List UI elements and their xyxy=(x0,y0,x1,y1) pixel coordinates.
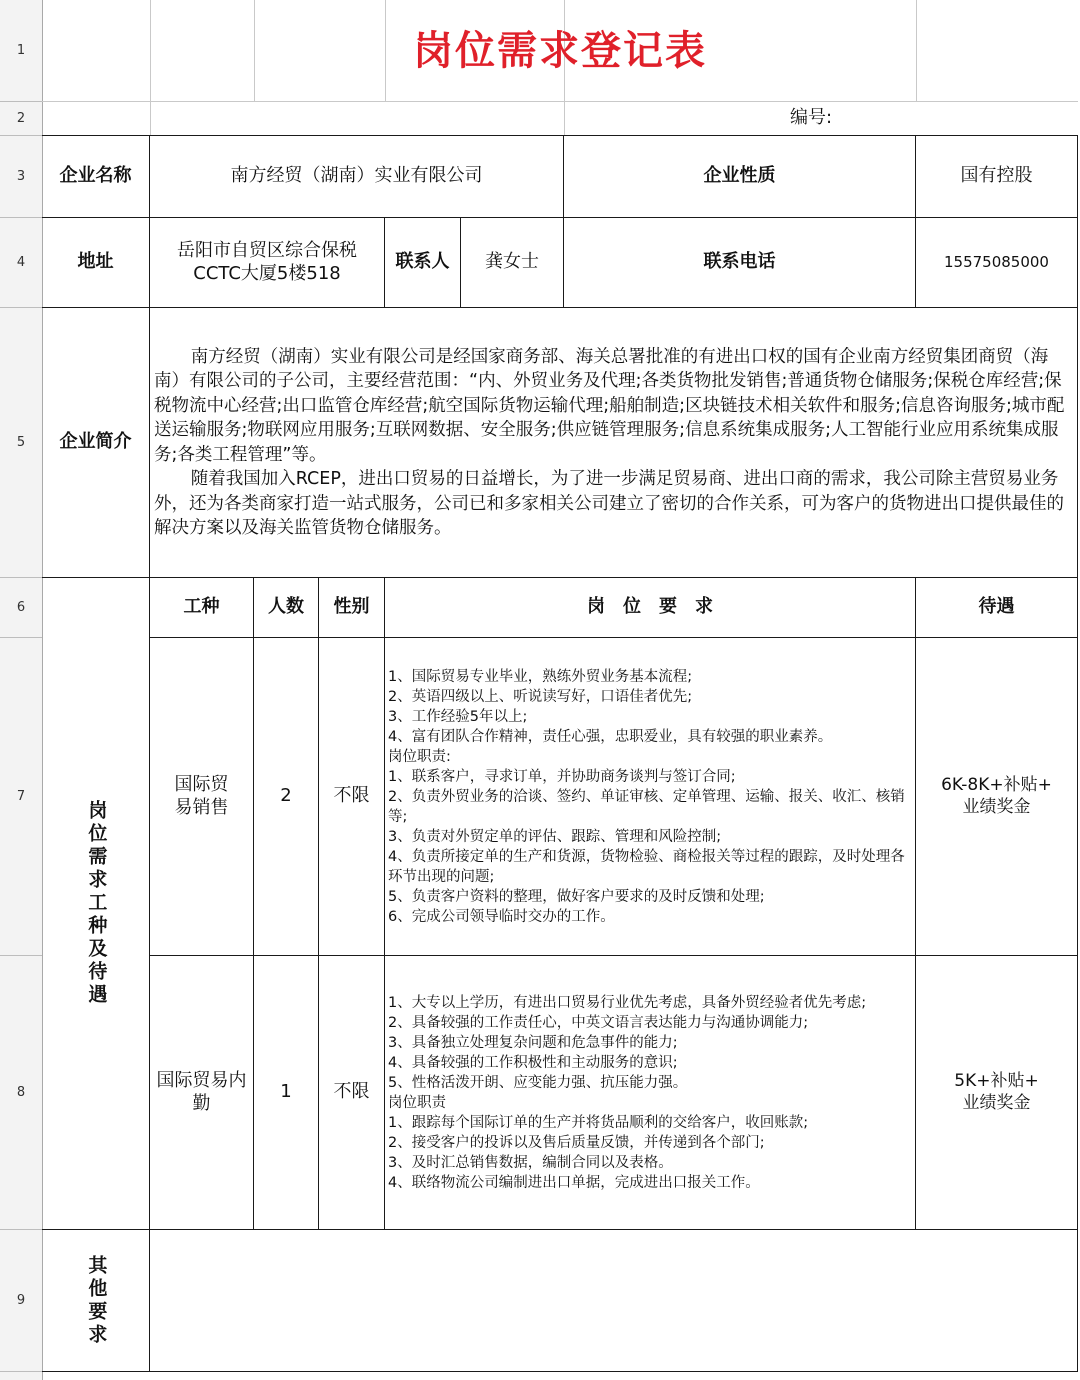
phone-label: 联系电话 xyxy=(564,218,916,308)
company-name-value[interactable]: 南方经贸（湖南）实业有限公司 xyxy=(150,136,564,218)
address-line-2: CCTC大厦5楼518 xyxy=(193,262,341,284)
number-label: 编号: xyxy=(789,107,833,129)
job-1-count[interactable]: 2 xyxy=(254,638,319,956)
job-1-req-line: 4、负责所接定单的生产和货源，货物检验、商检报关等过程的跟踪，及时处理各环节出现的问题; xyxy=(388,848,905,885)
row-number-3[interactable]: 3 xyxy=(0,136,42,218)
address-label: 地址 xyxy=(42,218,150,308)
job-1-req-line: 1、国际贸易专业毕业，熟练外贸业务基本流程; xyxy=(388,668,693,685)
job-1-req-line: 3、工作经验5年以上; xyxy=(388,708,528,725)
job-1-req-line: 5、负责客户资料的整理，做好客户要求的及时反馈和处理; xyxy=(388,888,765,905)
contact-label: 联系人 xyxy=(385,218,461,308)
job-2-gender[interactable]: 不限 xyxy=(319,956,385,1230)
row-number-4[interactable]: 4 xyxy=(0,218,42,308)
job-2-requirements[interactable] xyxy=(385,956,916,1230)
intro-paragraph-2: 随着我国加入RCEP，进出口贸易的日益增长，为了进一步满足贸易商、进出口商的需求，我公司除主营贸易业务外，还为各类商家打造一站式服务，公司已和多家相关公司建立了密切的合作关系，可为客户的货物进出口提供最佳的解决方案以及海关监管货物仓储服务。 xyxy=(154,469,1064,538)
header-count: 人数 xyxy=(254,578,319,638)
intro-paragraph-1: 南方经贸（湖南）实业有限公司是经国家商务部、海关总署批准的有进出口权的国有企业南方经贸集团商贸（海南）有限公司的子公司，主要经营范围：“内、外贸业务及代理;各类货物批发销售;普通货物仓储服务;保税仓库经营;保税物流中心经营;出口监管仓库经营;航空国际货物运输代理;船舶制造;区块链技术相关软件和服务;信息咨询服务;城市配送运输服务;物联网应用服务;互联网数据、安全服务;供应链管理服务;信息系统集成服务;人工智能行业应用系统集成服务;各类工程管理”等。 xyxy=(154,346,1065,465)
row-number-9[interactable]: 9 xyxy=(0,1230,42,1372)
row-number-7[interactable]: 7 xyxy=(0,638,42,956)
job-2-req-line: 1、跟踪每个国际订单的生产并将货品顺利的交给客户，收回账款; xyxy=(388,1114,809,1131)
job-1-req-line: 3、负责对外贸定单的评估、跟踪、管理和风险控制; xyxy=(388,828,722,845)
row-number-2[interactable]: 2 xyxy=(0,102,42,136)
job-2-req-line: 1、大专以上学历，有进出口贸易行业优先考虑，具备外贸经验者优先考虑; xyxy=(388,994,867,1011)
header-gender: 性别 xyxy=(319,578,385,638)
job-2-req-line: 岗位职责 xyxy=(388,1094,446,1111)
phone-value[interactable]: 15575085000 xyxy=(916,218,1078,308)
intro-label: 企业简介 xyxy=(42,308,150,578)
job-1-req-line: 1、联系客户，寻求订单，并协助商务谈判与签订合同; xyxy=(388,768,736,785)
header-salary: 待遇 xyxy=(916,578,1078,638)
other-label-cell xyxy=(42,1230,150,1372)
company-nature-value[interactable]: 国有控股 xyxy=(916,136,1078,218)
job-2-req-line: 3、具备独立处理复杂问题和危急事件的能力; xyxy=(388,1034,678,1051)
jobs-section-label-cell xyxy=(42,578,150,1230)
job-2-salary-line-2: 业绩奖金 xyxy=(962,1092,1031,1113)
number-cell[interactable] xyxy=(564,102,1078,136)
company-nature-label: 企业性质 xyxy=(564,136,916,218)
job-1-req-line: 2、英语四级以上、听说读写好，口语佳者优先; xyxy=(388,688,693,705)
job-2-req-line: 2、具备较强的工作责任心，中英文语言表达能力与沟通协调能力; xyxy=(388,1014,809,1031)
job-1-req-line: 6、完成公司领导临时交办的工作。 xyxy=(388,908,615,925)
page-title: 岗位需求登记表 xyxy=(413,27,707,74)
job-2-req-line: 3、及时汇总销售数据，编制合同以及表格。 xyxy=(388,1154,673,1171)
job-2-type[interactable]: 国际贸易内勤 xyxy=(150,956,254,1230)
job-1-req-line: 2、负责外贸业务的洽谈、签约、单证审核、定单管理、运输、报关、收汇、核销等; xyxy=(388,788,905,825)
job-2-req-line: 5、性格活泼开朗、应变能力强、抗压能力强。 xyxy=(388,1074,688,1091)
row-number-6[interactable]: 6 xyxy=(0,578,42,638)
row-number-1[interactable]: 1 xyxy=(0,0,42,102)
job-1-gender[interactable]: 不限 xyxy=(319,638,385,956)
contact-value[interactable]: 龚女士 xyxy=(461,218,564,308)
jobs-section-label: 岗位需求工种及待遇 xyxy=(85,800,108,1007)
job-1-salary-line-2: 业绩奖金 xyxy=(962,796,1031,817)
row-number-5[interactable]: 5 xyxy=(0,308,42,578)
address-value[interactable] xyxy=(150,218,385,308)
job-1-requirements[interactable] xyxy=(385,638,916,956)
header-type: 工种 xyxy=(150,578,254,638)
job-1-salary[interactable] xyxy=(916,638,1078,956)
blank-cell[interactable] xyxy=(42,102,564,136)
job-1-req-line: 4、富有团队合作精神，责任心强，忠职爱业，具有较强的职业素养。 xyxy=(388,728,833,745)
other-label: 其他要求 xyxy=(85,1254,108,1347)
job-2-salary[interactable] xyxy=(916,956,1078,1230)
job-2-req-line: 4、具备较强的工作积极性和主动服务的意识; xyxy=(388,1054,678,1071)
address-line-1: 岳阳市自贸区综合保税 xyxy=(177,240,357,261)
title-cell[interactable] xyxy=(42,0,1078,102)
job-1-salary-line-1: 6K-8K+补贴+ xyxy=(941,775,1052,796)
header-requirements: 岗 位 要 求 xyxy=(385,578,916,638)
job-1-type[interactable]: 国际贸易销售 xyxy=(150,638,254,956)
job-2-req-line: 4、联络物流公司编制进出口单据，完成进出口报关工作。 xyxy=(388,1174,760,1191)
job-2-count[interactable]: 1 xyxy=(254,956,319,1230)
other-value[interactable] xyxy=(150,1230,1078,1372)
job-2-req-line: 2、接受客户的投诉以及售后质量反馈，并传递到各个部门; xyxy=(388,1134,765,1151)
job-2-salary-line-1: 5K+补贴+ xyxy=(954,1071,1039,1092)
company-name-label: 企业名称 xyxy=(42,136,150,218)
row-number-8[interactable]: 8 xyxy=(0,956,42,1230)
intro-value[interactable] xyxy=(150,308,1078,578)
job-1-req-line: 岗位职责: xyxy=(388,748,451,765)
